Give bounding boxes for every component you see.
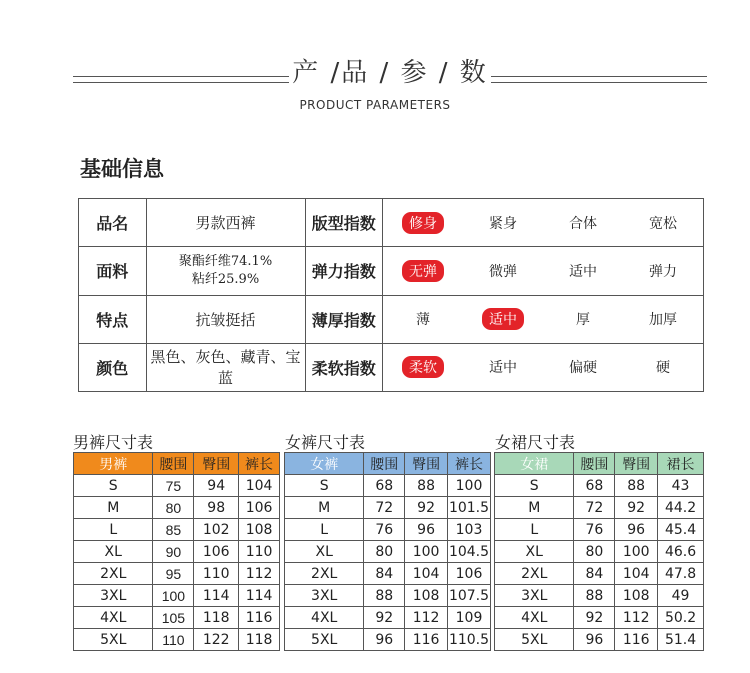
- size-value-cell: 47.8: [658, 563, 704, 585]
- size-row: [74, 629, 280, 651]
- size-value-cell: 116: [239, 607, 280, 629]
- page-subtitle: PRODUCT PARAMETERS: [299, 98, 451, 112]
- size-value-cell: 84: [574, 563, 615, 585]
- size-header-row: [285, 453, 491, 475]
- women-pants-table-title: 女裤尺寸表: [285, 433, 366, 452]
- size-header-cell: 女裤: [285, 453, 364, 475]
- info-label: 颜色: [79, 343, 147, 391]
- index-option-label: 无弹: [402, 260, 444, 282]
- size-row: [74, 541, 280, 563]
- size-value-cell: 108: [239, 519, 280, 541]
- material-line: 聚酯纤维74.1%: [178, 253, 273, 269]
- size-value-cell: 85: [153, 519, 194, 541]
- size-value-cell: 88: [364, 585, 405, 607]
- index-option: [383, 309, 463, 329]
- info-row: [79, 343, 704, 391]
- index-options: [382, 247, 703, 295]
- index-options: [382, 343, 703, 391]
- size-value-cell: 80: [153, 497, 194, 519]
- index-option: [463, 213, 543, 233]
- men-pants-size-table: [73, 452, 280, 651]
- size-value-cell: 104: [239, 475, 280, 497]
- index-option-selected: [383, 356, 463, 378]
- size-row: [74, 475, 280, 497]
- size-label-cell: XL: [285, 541, 364, 563]
- info-row: [79, 199, 704, 247]
- women-skirt-table-title: 女裙尺寸表: [495, 433, 576, 452]
- size-value-cell: 80: [574, 541, 615, 563]
- index-option-label: 硬: [655, 360, 670, 377]
- index-option-label: 宽松: [648, 215, 677, 232]
- size-header-cell: 臀围: [405, 453, 448, 475]
- size-value-cell: 110.5: [448, 629, 491, 651]
- size-value-cell: 92: [364, 607, 405, 629]
- size-value-cell: 122: [194, 629, 239, 651]
- index-option-group: [383, 344, 703, 391]
- size-row: [74, 497, 280, 519]
- size-header-cell: 男裤: [74, 453, 153, 475]
- index-label: 版型指数: [305, 199, 382, 247]
- size-row: [285, 607, 491, 629]
- size-value-cell: 114: [239, 585, 280, 607]
- index-options: [382, 295, 703, 343]
- size-value-cell: 84: [364, 563, 405, 585]
- size-value-cell: 109: [448, 607, 491, 629]
- index-option: [623, 357, 703, 377]
- size-row: [74, 607, 280, 629]
- index-option-selected: [463, 308, 543, 330]
- size-value-cell: 68: [364, 475, 405, 497]
- size-value-cell: 88: [615, 475, 658, 497]
- size-label-cell: S: [74, 475, 153, 497]
- index-option-label: 合体: [568, 215, 597, 232]
- page-header: [0, 52, 750, 88]
- size-row: [495, 629, 704, 651]
- size-label-cell: M: [495, 497, 574, 519]
- size-value-cell: 72: [364, 497, 405, 519]
- index-options: [382, 199, 703, 247]
- index-option-label: 紧身: [488, 215, 517, 232]
- info-label: 品名: [79, 199, 147, 247]
- index-option-label: 厚: [575, 312, 590, 329]
- size-value-cell: 80: [364, 541, 405, 563]
- index-option-selected: [383, 212, 463, 234]
- info-value: 男款西裤: [146, 199, 305, 247]
- basic-info-title: 基础信息: [80, 157, 164, 181]
- size-header-cell: 臀围: [615, 453, 658, 475]
- size-value-cell: 107.5: [448, 585, 491, 607]
- size-value-cell: 46.6: [658, 541, 704, 563]
- header-line-left: [73, 76, 289, 83]
- index-option-group: [383, 247, 703, 294]
- size-label-cell: 5XL: [495, 629, 574, 651]
- size-value-cell: 96: [615, 519, 658, 541]
- size-label-cell: 2XL: [495, 563, 574, 585]
- size-label-cell: 2XL: [74, 563, 153, 585]
- size-header-row: [495, 453, 704, 475]
- size-label-cell: XL: [495, 541, 574, 563]
- size-value-cell: 110: [153, 629, 194, 651]
- index-option-group: [383, 199, 703, 246]
- size-value-cell: 104.5: [448, 541, 491, 563]
- size-value-cell: 112: [239, 563, 280, 585]
- size-value-cell: 118: [194, 607, 239, 629]
- size-value-cell: 98: [194, 497, 239, 519]
- info-row: [79, 295, 704, 343]
- size-value-cell: 116: [405, 629, 448, 651]
- size-row: [495, 585, 704, 607]
- index-option-label: 微弹: [488, 263, 517, 280]
- size-value-cell: 96: [364, 629, 405, 651]
- size-value-cell: 75: [153, 475, 194, 497]
- size-value-cell: 101.5: [448, 497, 491, 519]
- size-row: [285, 563, 491, 585]
- index-option-label: 加厚: [648, 312, 677, 329]
- size-label-cell: 3XL: [285, 585, 364, 607]
- info-row: [79, 247, 704, 295]
- size-row: [74, 563, 280, 585]
- size-value-cell: 106: [239, 497, 280, 519]
- size-row: [495, 541, 704, 563]
- size-row: [495, 563, 704, 585]
- size-value-cell: 100: [153, 585, 194, 607]
- size-value-cell: 88: [574, 585, 615, 607]
- size-value-cell: 100: [448, 475, 491, 497]
- index-option-label: 适中: [488, 360, 517, 377]
- size-value-cell: 106: [194, 541, 239, 563]
- index-option-label: 柔软: [402, 356, 444, 378]
- index-label: 薄厚指数: [305, 295, 382, 343]
- size-label-cell: 4XL: [495, 607, 574, 629]
- size-label-cell: 5XL: [74, 629, 153, 651]
- size-header-row: [74, 453, 280, 475]
- index-option-label: 偏硬: [568, 360, 597, 377]
- size-value-cell: 106: [448, 563, 491, 585]
- size-header-cell: 腰围: [364, 453, 405, 475]
- index-option: [543, 309, 623, 329]
- size-value-cell: 72: [574, 497, 615, 519]
- size-row: [495, 497, 704, 519]
- index-option: [463, 357, 543, 377]
- size-row: [495, 607, 704, 629]
- size-value-cell: 100: [405, 541, 448, 563]
- info-label: 面料: [79, 247, 147, 295]
- size-value-cell: 102: [194, 519, 239, 541]
- size-value-cell: 114: [194, 585, 239, 607]
- size-row: [74, 585, 280, 607]
- size-label-cell: M: [285, 497, 364, 519]
- index-option-selected: [383, 260, 463, 282]
- index-option: [623, 261, 703, 281]
- size-value-cell: 92: [615, 497, 658, 519]
- index-option-label: 适中: [482, 308, 524, 330]
- info-value: 抗皱挺括: [146, 295, 305, 343]
- size-header-cell: 裤长: [448, 453, 491, 475]
- size-label-cell: L: [495, 519, 574, 541]
- size-value-cell: 68: [574, 475, 615, 497]
- size-value-cell: 92: [574, 607, 615, 629]
- size-value-cell: 44.2: [658, 497, 704, 519]
- size-row: [285, 585, 491, 607]
- index-option: [463, 261, 543, 281]
- size-value-cell: 96: [574, 629, 615, 651]
- index-option: [543, 213, 623, 233]
- size-value-cell: 96: [405, 519, 448, 541]
- material-line: 粘纤25.9%: [191, 271, 260, 287]
- size-label-cell: 4XL: [74, 607, 153, 629]
- size-header-cell: 臀围: [194, 453, 239, 475]
- size-value-cell: 50.2: [658, 607, 704, 629]
- size-value-cell: 49: [658, 585, 704, 607]
- info-label: 特点: [79, 295, 147, 343]
- size-value-cell: 108: [405, 585, 448, 607]
- size-row: [74, 519, 280, 541]
- size-value-cell: 112: [615, 607, 658, 629]
- women-pants-size-table: [284, 452, 491, 651]
- size-value-cell: 95: [153, 563, 194, 585]
- men-pants-table-title: 男裤尺寸表: [73, 433, 154, 452]
- size-row: [285, 519, 491, 541]
- size-header-cell: 裙长: [658, 453, 704, 475]
- material-value: [146, 247, 305, 295]
- size-row: [495, 475, 704, 497]
- basic-info-table: [78, 198, 704, 392]
- size-value-cell: 92: [405, 497, 448, 519]
- women-skirt-size-table: [494, 452, 704, 651]
- size-value-cell: 88: [405, 475, 448, 497]
- header-line-right: [491, 76, 707, 83]
- size-value-cell: 100: [615, 541, 658, 563]
- size-value-cell: 94: [194, 475, 239, 497]
- size-row: [285, 475, 491, 497]
- index-option-label: 弹力: [648, 263, 677, 280]
- size-label-cell: M: [74, 497, 153, 519]
- index-label: 弹力指数: [305, 247, 382, 295]
- size-value-cell: 104: [405, 563, 448, 585]
- size-row: [495, 519, 704, 541]
- size-label-cell: 2XL: [285, 563, 364, 585]
- size-header-cell: 女裙: [495, 453, 574, 475]
- size-row: [285, 541, 491, 563]
- page-title: 产 /品 / 参 / 数: [292, 58, 488, 88]
- index-option-group: [383, 296, 703, 343]
- size-row: [285, 629, 491, 651]
- size-header-cell: 腰围: [153, 453, 194, 475]
- size-label-cell: L: [74, 519, 153, 541]
- size-value-cell: 105: [153, 607, 194, 629]
- size-label-cell: 3XL: [495, 585, 574, 607]
- size-value-cell: 116: [615, 629, 658, 651]
- size-label-cell: 4XL: [285, 607, 364, 629]
- index-option-label: 薄: [415, 312, 430, 329]
- size-value-cell: 110: [194, 563, 239, 585]
- index-option: [543, 357, 623, 377]
- size-value-cell: 51.4: [658, 629, 704, 651]
- size-value-cell: 118: [239, 629, 280, 651]
- index-label: 柔软指数: [305, 343, 382, 391]
- size-value-cell: 90: [153, 541, 194, 563]
- size-label-cell: S: [285, 475, 364, 497]
- size-label-cell: XL: [74, 541, 153, 563]
- size-label-cell: 5XL: [285, 629, 364, 651]
- size-value-cell: 104: [615, 563, 658, 585]
- size-label-cell: 3XL: [74, 585, 153, 607]
- index-option-label: 修身: [402, 212, 444, 234]
- size-row: [285, 497, 491, 519]
- index-option: [623, 213, 703, 233]
- size-value-cell: 45.4: [658, 519, 704, 541]
- size-label-cell: S: [495, 475, 574, 497]
- size-header-cell: 裤长: [239, 453, 280, 475]
- index-option: [623, 309, 703, 329]
- index-option: [543, 261, 623, 281]
- size-value-cell: 108: [615, 585, 658, 607]
- size-value-cell: 76: [574, 519, 615, 541]
- size-value-cell: 43: [658, 475, 704, 497]
- info-value: 黑色、灰色、藏青、宝蓝: [146, 343, 305, 391]
- size-value-cell: 112: [405, 607, 448, 629]
- index-option-label: 适中: [568, 263, 597, 280]
- size-value-cell: 110: [239, 541, 280, 563]
- size-value-cell: 76: [364, 519, 405, 541]
- size-header-cell: 腰围: [574, 453, 615, 475]
- size-label-cell: L: [285, 519, 364, 541]
- size-value-cell: 103: [448, 519, 491, 541]
